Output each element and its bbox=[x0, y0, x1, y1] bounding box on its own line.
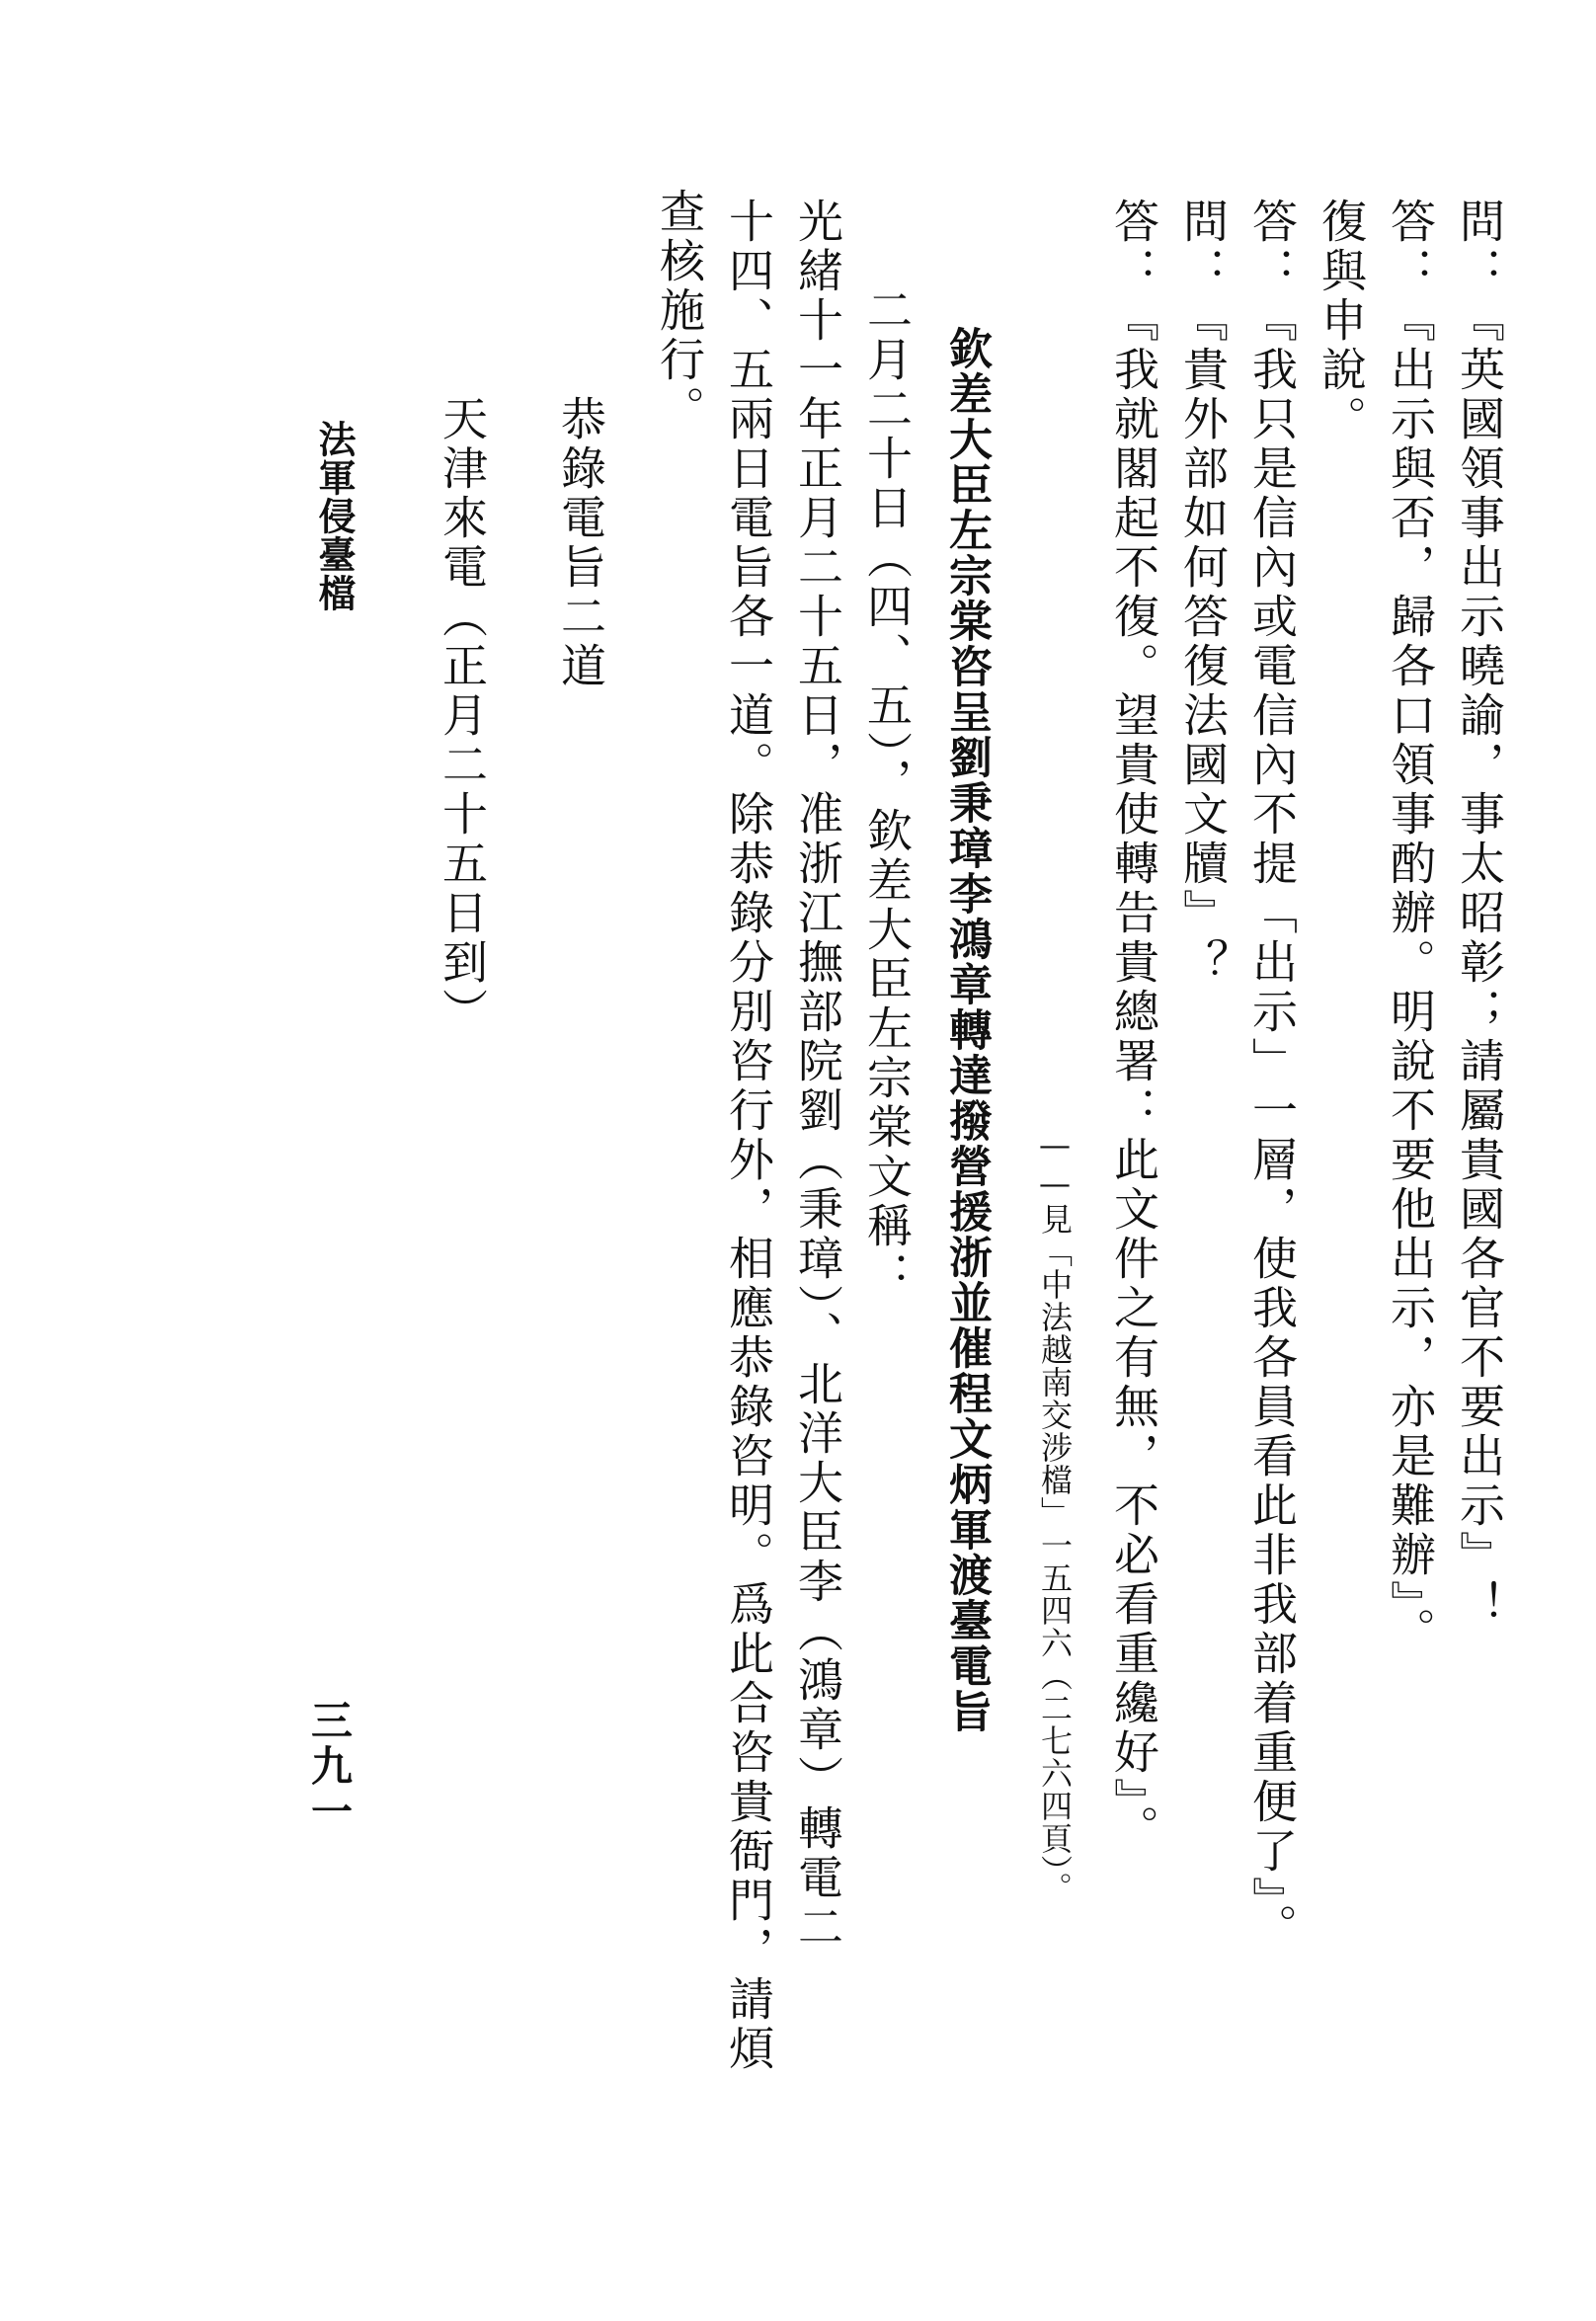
source-citation: ——見「中法越南交涉檔」一五四六（二七六四頁）。 bbox=[1036, 1126, 1074, 1904]
dialogue-answer-3: 答：『我就閣起不復。望貴使轉告貴總署：此文件之有無，不必看重纔好』。 bbox=[1107, 198, 1160, 1854]
dialogue-note: 復與申說。 bbox=[1315, 198, 1368, 444]
book-header: 法軍侵臺檔 bbox=[312, 420, 357, 612]
section-title: 欽差大臣左宗棠咨呈劉秉璋李鴻章轉達撥營援浙並催程文炳軍渡臺電旨 bbox=[941, 326, 992, 1734]
dialogue-question-1: 問：『英國領事出示曉諭，事太昭彰；請屬貴國各官不要出示』！ bbox=[1453, 198, 1506, 1630]
dialogue-question-2: 問：『貴外部如何答復法國文牘』？ bbox=[1176, 198, 1230, 988]
dialogue-answer-2: 答：『我只是信內或電信內不提「出示」一層，使我各員看此非我部着重便了』。 bbox=[1245, 198, 1299, 1953]
section-line-1: 二月二十日（四、五），欽差大臣左宗棠文稱： bbox=[860, 286, 914, 1301]
dialogue-answer-1: 答：『出示與否，歸各口領事酌辦。明說不要他出示，亦是難辦』。 bbox=[1384, 198, 1437, 1656]
telegram-heading: 天津來電（正月二十五日到） bbox=[436, 395, 489, 1037]
sub-heading: 恭錄電旨二道 bbox=[554, 395, 607, 691]
section-line-2: 光緒十一年正月二十五日，准浙江撫部院劉（秉璋）、北洋大臣李（鴻章）轉電二 bbox=[791, 198, 844, 1953]
section-line-3: 十四、五兩日電旨各一道。除恭錄分別咨行外，相應恭錄咨明。爲此合咨貴衙門，請煩 bbox=[722, 198, 775, 2074]
section-line-4: 查核施行。 bbox=[653, 188, 706, 435]
page-number: 三九一 bbox=[305, 1699, 354, 1835]
